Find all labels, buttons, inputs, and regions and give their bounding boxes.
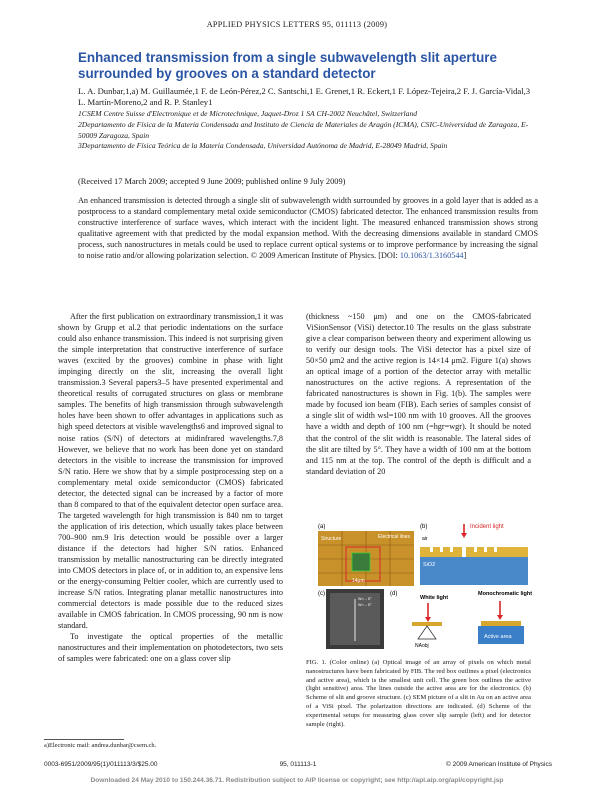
- panel-label-a: (a): [318, 524, 326, 530]
- doi-link[interactable]: 10.1063/1.3160544: [399, 251, 464, 260]
- objective-cone-icon: [418, 626, 436, 639]
- active-area-label: Active area: [484, 634, 512, 640]
- author-list: L. A. Dunbar,1,a) M. Guillaumée,1 F. de León-Pérez,2 C. Santschi,1 E. Grenet,1 R. Eckert,1 F. López-Tejeira,2 F. J. García-Vidal,3 L. Martín-Moreno,2 and R. P. Stanley1: [78, 86, 531, 107]
- journal-header: APPLIED PHYSICS LETTERS 95, 011113 (2009): [206, 20, 388, 29]
- download-notice: Downloaded 24 May 2010 to 150.244.36.71. Redistribution subject to AIP license or copyright; see http://apl.aip.org/apl/copyright.jsp: [90, 777, 504, 784]
- affiliations: [78, 109, 538, 152]
- arrow-head-icon: [461, 533, 467, 538]
- monochromatic-light-label: Monochromatic light: [478, 591, 532, 597]
- affiliation-3: 3Departamento de Física Teórica de la Materia Condensada, Universidad Autónoma de Madrid, E-28049 Madrid, Spain: [78, 141, 448, 151]
- active-area-outline-green: [352, 553, 370, 571]
- air-label: air: [422, 536, 428, 542]
- footer-page: 95, 011113-1: [279, 761, 317, 768]
- sem-info-1: W=... 5°: [358, 597, 372, 601]
- arrow-head-icon: [497, 615, 503, 620]
- sem-info-2: W=... 5°: [358, 603, 372, 607]
- abstract-text: An enhanced transmission is detected through a single slit of subwavelength width surrounded by grooves in a gold layer that is added as a postprocess to a standard complementary metal oxide semiconductor (CMOS) fabricated detector. The enhanced transmission results from constructive interference of surface waves, which interact with the incident light. The measured enhanced transmission shows strong qualitative agreement with that predicted by the modal expansion method. With the decreasing dimensions available in standard CMOS process, such nanostructures in metals could be used to replace current optical systems or to improve performance by increasing the signal to noise ratio and/or allowing polarization selection. © 2009 American Institute of Physics.: [78, 196, 538, 260]
- doi-prefix: [DOI:: [378, 251, 400, 260]
- panel-label-c: (c): [318, 591, 325, 597]
- body-paragraph-right: (thickness ~150 μm) and one on the CMOS-fabricated ViSionSensor (ViSi) detector.10 The results on the glass substrate give a clear comparison between theory and experiment allowing us to verify our design tools. The ViSi detector has a pixel size of 50×50 μm2 and the active region is 14×14 μm2. Figure 1(a) shows an optical image of a portion of the detector array with metallic nanostructures on the active regions. A representation of the fabricated nanostructures is shown in Fig. 1(b). The samples were made by focused ion beam (FIB). Each series of samples consist of a single slit of width wsl=100 nm with 10 grooves. All the grooves have a width and depth of 100 nm (=hgr=wgr). It should be noted that the control of the slit width is reasonable. The lateral sides of the slit are tilted by 5°. They have a width of 100 nm at the bottom and 115 nm at the top. The control of the depth is difficult and a standard deviation of 20: [306, 312, 531, 476]
- body-paragraph-1: After the first publication on extraordinary transmission,1 it was shown by Grupp et al.2 that periodic indentations on the surface could also enhance transmission. This indeed is not surprising given the simple interpretation that constructive interference of surface waves (excited by the grooves) combine in phase with light impinging directly on the slit, increasing the overall light transmission.3 Several papers3–5 have presented experimental and theoretical results of corrugated structures on glass or membrane samples. The benefits of high transmission through subwavelength holes have been shown to offer advantages in applications such as high speed detectors at visible wavelengths6 and improved signal to noise ratios (S/N) of detectors at midinfrared wavelengths.7,8 However, we believe that no work has been done yet on standard detectors in the visible to increase the transmission for improved S/N ratio. Here we show that by a simple postprocessing step on a complementary metal oxide semiconductor (CMOS) fabricated detector, the detected signal can be increased by a factor of more than 8 compared to that of the equivalent detector open surface area. The targeted wavelength for high transmission is 840 nm to target the application of iris detection, which usually takes place between 700–900 nm.9 Iris detection would be possible over a larger distance if the detectors had higher S/N ratios. Enhanced transmission by metallic nanostructuring can be directly integrated into CMOS detectors in place of, or in addition to, an expensive lens or the energy-consuming Peltier cooler, which are currently used to increase S/N ratios. Integrating planar metallic nanostructures into commercial detectors is made possible due to the reduced sizes available in CMOS fabrication. In CMOS processing, 90 nm is now standard.: [58, 312, 283, 631]
- footer-issn: 0003-6951/2009/95(1)/011113/3/$25.00: [44, 761, 158, 768]
- affiliation-1: 1CSEM Centre Suisse d'Electronique et de Microtechnique, Jaquet-Droz 1 SA CH-2002 Neuchâtel, Switzerland: [78, 109, 418, 118]
- slit: [462, 547, 466, 557]
- footnote-divider: [44, 739, 124, 740]
- incident-light-label: Incident light: [470, 524, 504, 530]
- na-label: NAobj: [415, 643, 429, 649]
- panel-label-d: (d): [390, 591, 398, 597]
- footnote: a)Electronic mail: andrea.dunbar@csem.ch.: [44, 742, 157, 749]
- affiliation-2: 2Departamento de Física de la Materia Condensada and Instituto de Ciencia de Materiales de Aragón (ICMA), CSIC-Universidad de Zaragoza, E-50009 Zaragoza, Spain: [78, 119, 529, 140]
- footer-copyright: © 2009 American Institute of Physics: [446, 761, 552, 768]
- panel-label-b: (b): [420, 524, 428, 530]
- body-column-right: [306, 311, 531, 477]
- received-dates: (Received 17 March 2009; accepted 9 June 2009; published online 9 July 2009): [78, 177, 346, 186]
- paper-title: Enhanced transmission from a single subwavelength slit aperture surrounded by grooves on a standard detector: [78, 50, 497, 81]
- electrical-lines-label: Electrical lines: [378, 534, 410, 540]
- white-light-label: White light: [420, 595, 449, 601]
- abstract: [78, 195, 538, 261]
- structure-label: Structure: [321, 536, 342, 542]
- doi-suffix: ]: [463, 251, 467, 260]
- figure-1: [316, 521, 532, 651]
- figure-1-graphic: [316, 521, 532, 651]
- figure-caption: FIG. 1. (Color online) (a) Optical image of an array of pixels on which metal nanostructures have been fabricated by FIB. The red box outlines a pixel (electronics and active area), which is the smallest unit cell. The green box outlines the active (light sensitive) area. The lines outside the active area are for the electronics. (b) Scheme of slit and groove structure. (c) SEM picture of a slit in Au on an active area of a ViSi pixel. The polarization directions are indicated. (d) Scheme of the experimental setups for measuring glass cover slip sample (left) and for detector sample (right).: [306, 659, 531, 728]
- detector-gold: [481, 621, 521, 626]
- size-label: 14μm: [352, 578, 365, 584]
- sio2-layer: [420, 557, 528, 585]
- body-paragraph-2: To investigate the optical properties of the metallic nanostructures and their implementation on photodetectors, two sets of samples were fabricated: one on a glass cover slip: [58, 632, 283, 664]
- arrow-head-icon: [425, 617, 431, 622]
- body-column-left: [58, 311, 283, 665]
- sio2-label: SiO2: [423, 562, 436, 568]
